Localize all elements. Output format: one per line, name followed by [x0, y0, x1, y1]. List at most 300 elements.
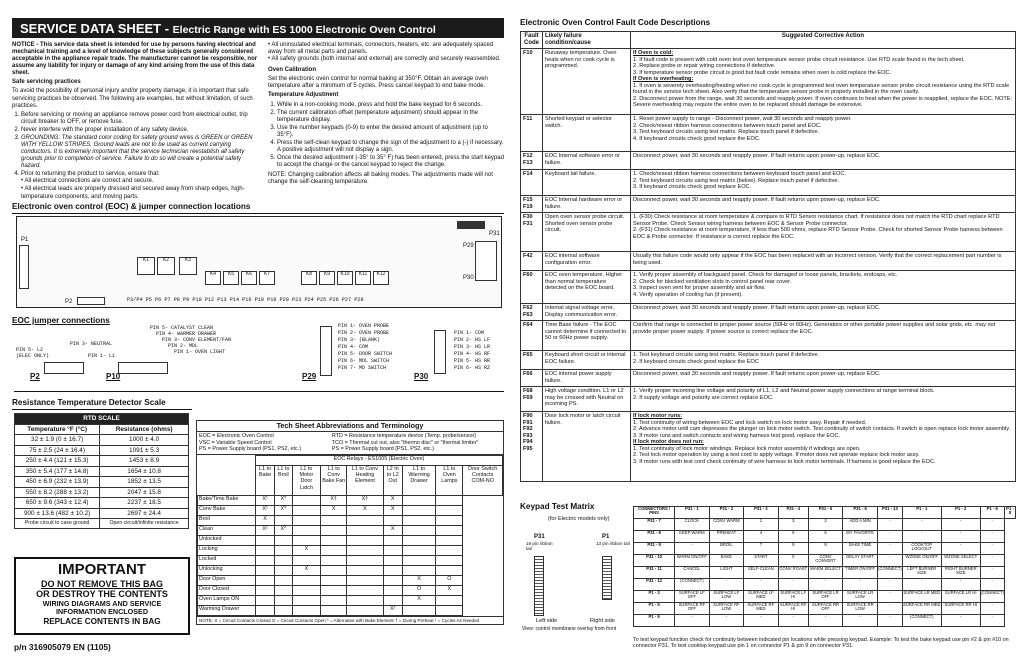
matrix-col-header: P31 - 4	[778, 507, 808, 519]
relay-state	[347, 545, 383, 555]
relay-state	[256, 565, 275, 575]
fault-action-line: Disconnect power, wait 30 seconds and reapply power. If fault returns upon power-up, replace EOC.	[633, 371, 881, 378]
table-row	[634, 591, 1016, 603]
relay-state	[321, 545, 347, 555]
fault-action-line: 1. (F30) Check resistance at room temperature & compare to RTD Sensor resistance chart. If resistance does not match the RTD chart replace RTD Sensor Probe. Check Sensor wiring harness between EOC & Sensor Probe connector.	[633, 214, 1000, 227]
fault-code: F65	[521, 351, 543, 370]
matrix-cell: 2	[808, 519, 842, 531]
matrix-row-header: P31 - 11	[634, 567, 675, 579]
matrix-col-header: P31 - 6	[843, 507, 878, 519]
relay-state	[402, 535, 435, 545]
table-row	[15, 445, 189, 456]
matrix-cell: SURFACE LF MED	[744, 591, 778, 603]
matrix-cell: SURFACE RF MED	[744, 603, 778, 615]
matrix-cell: 9	[778, 543, 808, 555]
tech-sheet	[196, 420, 504, 625]
table-row	[15, 508, 189, 519]
fault-action-line: Disconnect power, wait 30 seconds and reapply power. If fault returns upon power-up, replace EOC.	[633, 153, 881, 160]
fault-action-line: 1. Verify proper assembly of backguard panel. Check for damaged or loose panels, brackets, endcaps, etc.	[633, 272, 898, 279]
fault-action	[631, 252, 1016, 271]
rtd-ohms: 1000 ± 4.0	[100, 435, 189, 446]
relay-label: K11	[358, 271, 368, 277]
keypad-heading: Keypad Test Matrix	[520, 502, 595, 511]
table-row	[15, 435, 189, 446]
adjustment-step: 3. Use the number keypads (0-9) to enter the desired amount of adjustment (up to 35°F).	[277, 125, 504, 139]
p31-tail-label: P31	[534, 534, 545, 540]
matrix-cell: SURFACE LF LOW	[709, 591, 744, 603]
table-row	[521, 321, 1016, 351]
relay-state	[292, 505, 320, 515]
p29-pin: PIN 1- OVEN PROBE	[338, 323, 390, 329]
relay-col: Door Switch Contacts COM-NO	[463, 465, 503, 495]
table-row	[198, 535, 503, 545]
fault-action	[631, 115, 1016, 152]
relay-state: X	[383, 495, 402, 505]
matrix-cell: -	[878, 591, 903, 603]
matrix-cell: (CONNECT)	[980, 591, 1005, 603]
matrix-row-header: P31 - 9	[634, 543, 675, 555]
fault-col-action: Suggested Corrective Action	[631, 32, 1016, 49]
relay-state: O	[436, 575, 463, 585]
relay-state	[383, 595, 402, 605]
relay-state	[347, 595, 383, 605]
relay-state	[436, 505, 463, 515]
table-row	[198, 515, 503, 525]
relay-state	[436, 525, 463, 535]
rtd-col-temp: Temperature °F (°C)	[15, 424, 100, 435]
p30-jumper-label: P30	[414, 372, 429, 381]
relay-state: X†	[347, 495, 383, 505]
fault-action-line: If Oven is cold:	[633, 50, 674, 57]
fault-cause: EOC internal power supply failure.	[543, 370, 631, 387]
table-row	[15, 477, 189, 488]
relay-state: X	[436, 585, 463, 595]
fault-action	[631, 170, 1016, 196]
relay-state	[292, 535, 320, 545]
fault-code: F30 F31	[521, 213, 543, 252]
fault-action-line: 1. If oven is severely overheating/heating when no cook cycle is programmed test oven temperature sensor probe circuit resistance using the RTD scale found in the service tech sheet. Also verify that the temperature sensor probe in properly installed in the oven cavity.	[633, 82, 1010, 96]
rtd-ohms: 1453 ± 8.9	[100, 456, 189, 467]
abbr-item: VSC = Variable Speed Control	[199, 439, 272, 446]
matrix-cell: -	[980, 519, 1005, 531]
header-subtitle: Electric Range with ES 1000 Electronic Oven Control	[172, 24, 436, 36]
matrix-row-header: P1 - 3	[634, 591, 675, 603]
matrix-cell: 7	[744, 543, 778, 555]
p2-pin: PIN 1- L1	[88, 353, 116, 359]
relay-k8	[301, 271, 317, 285]
important-box	[14, 557, 190, 635]
mode-label: Broil	[198, 515, 256, 525]
safe-intro: To avoid the possibility of personal injury and/or property damage, it is important that safe servicing practices be observed. The following are examples, but without limitation, of such practices.	[12, 88, 253, 109]
matrix-cell: -	[878, 531, 903, 543]
relay-state: X	[402, 575, 435, 585]
fault-heading: Electronic Oven Control Fault Code Descriptions	[520, 18, 711, 27]
matrix-cell: -	[902, 531, 941, 543]
matrix-cell: -	[778, 579, 808, 591]
matrix-cell: BROIL	[709, 543, 744, 555]
table-row	[634, 531, 1016, 543]
fault-cause: High voltage condition. L1 or L2 may be crossed with Neutral on incoming PS.	[543, 387, 631, 412]
relay-state: X¹	[256, 505, 275, 515]
matrix-col-header: P1 - 1	[902, 507, 941, 519]
fault-cause: Keyboard short circuit or internal EOC failure.	[543, 351, 631, 370]
fault-action-line: Disconnect power, wait 30 seconds and reapply power. If fault returns upon power-up, replace EOC.	[633, 305, 881, 312]
relay-state: X*	[275, 505, 293, 515]
relay-state: X	[292, 545, 320, 555]
matrix-cell: CLOCK	[675, 519, 709, 531]
matrix-cell: -	[878, 603, 903, 615]
fault-action	[631, 271, 1016, 304]
relay-state	[256, 585, 275, 595]
relay-label: K3	[184, 257, 192, 263]
matrix-cell: RIGHT BURNER SIZE	[941, 567, 980, 579]
relay-k3	[179, 257, 197, 275]
matrix-cell: SURFACE RF LOW	[709, 603, 744, 615]
adjustment-step: 2. The current calibration offset (temperature adjustment) should appear in the temperature display.	[277, 110, 504, 124]
right-side-label: Right side	[590, 618, 615, 624]
adjustment-step: 4. Press the self-clean keypad to change the sign of the adjustment to a (-) if necessary. A positive adjustment will not display a sign.	[277, 140, 504, 154]
safe-item	[21, 171, 262, 200]
fault-action-line: 3. Test keyboard circuits using test matrix. Replace touch panel if defective.	[633, 129, 820, 136]
matrix-cell: -	[808, 579, 842, 591]
matrix-cell: DELAY START	[843, 555, 878, 567]
p10-pin: PIN 5- CATALYST CLEAN	[150, 325, 214, 331]
p29-label: P29	[463, 243, 474, 249]
table-row	[198, 555, 503, 565]
matrix-cell: PREHEAT	[709, 531, 744, 543]
relay-k10	[337, 271, 353, 285]
matrix-row-header: P31 - 10	[634, 555, 675, 567]
relay-state: X*	[275, 495, 293, 505]
relay-state	[256, 605, 275, 615]
matrix-col-header: P31 - 2	[709, 507, 744, 519]
matrix-cell: -	[878, 615, 903, 627]
relay-col: L1 to Broil	[275, 465, 293, 495]
matrix-cell: SURFACE RF HI	[778, 603, 808, 615]
matrix-cell: LIGHT	[709, 567, 744, 579]
p2-pin: PIN 3- NEUTRAL	[70, 341, 113, 347]
matrix-cell: 3	[778, 519, 808, 531]
important-line: INFORMATION ENCLOSED	[55, 607, 149, 617]
p10-pin: PIN 3- CONV ELEMENT/FAN	[162, 337, 232, 343]
matrix-cell: -	[980, 531, 1005, 543]
rtd-temp: 450 ± 6.9 (232 ± 13.9)	[15, 477, 100, 488]
relay-label: K9	[323, 271, 331, 277]
fault-action-line: 2. Test lock motor operation by using a test cord to apply voltage. If motor does not operate replace lock motor assy.	[633, 452, 920, 459]
matrix-cell: (CONNECT)	[675, 579, 709, 591]
rtd-ohms: 1852 ± 13.5	[100, 477, 189, 488]
table-row	[521, 49, 1016, 115]
matrix-cell: SURFACE LR MED	[902, 591, 941, 603]
important-line: WIRING DIAGRAMS AND SERVICE	[42, 598, 162, 608]
p10-pin: PIN 4- WARMER DRAWER	[156, 331, 217, 337]
fault-action-line: 2. Disconnect power from the range, wait 30 seconds and reapply power. If oven continues to heat when the power is reapplied, replace the EOC. NOTE: Severe overheating may require the entire oven to be replaced should damage be extensive.	[633, 95, 1013, 109]
adjustment-step: 1. While in a non-cooking mode, press and hold the bake keypad for 6 seconds.	[277, 102, 504, 109]
p31-tail-sub: 19 pin ribbon tail	[526, 541, 553, 552]
relay-k5	[223, 271, 239, 285]
relay-state	[383, 575, 402, 585]
matrix-cell: 1	[744, 519, 778, 531]
relay-state	[321, 605, 347, 615]
rtd-ohms: 1091 ± 5.3	[100, 445, 189, 456]
table-row	[521, 196, 1016, 213]
relay-label: K10	[340, 271, 350, 277]
rtd-temp: 550 ± 8.2 (288 ± 13.2)	[15, 487, 100, 498]
relay-state	[383, 535, 402, 545]
relay-state	[275, 545, 293, 555]
table-row	[198, 525, 503, 535]
relay-state	[347, 585, 383, 595]
matrix-row-header: P31 - 8	[634, 531, 675, 543]
fault-action-line: 3. If motor runs and switch contacts and wiring harness test good, replace the EOC.	[633, 432, 841, 439]
matrix-cell: LEFT BURNER SIZE	[902, 567, 941, 579]
matrix-cell: SURFACE RR LOW	[843, 603, 878, 615]
fault-action-line: 3. If motor runs with test cord check continuity of wire harness to lock motor terminals. If harness is good replace the EOC.	[633, 458, 936, 465]
p10-pin: PIN 2- MDL	[168, 343, 199, 349]
relay-state	[383, 585, 402, 595]
rtd-temp: 250 ± 4.4 (121 ± 15.3)	[15, 456, 100, 467]
relay-state: X¹	[256, 495, 275, 505]
fault-action-line: If lock motor does not run:	[633, 439, 704, 446]
matrix-cell: SURFACE LR HI	[941, 591, 980, 603]
matrix-cell: CONV ROAST	[778, 567, 808, 579]
relay-state	[402, 565, 435, 575]
safe-bullet: • All uninsulated electrical terminals, connectors, heaters, etc. are adequately spaced away from all metal parts and panels.	[268, 42, 504, 56]
relay-state	[402, 525, 435, 535]
p29-pin: PIN 4- COM	[338, 344, 369, 350]
relay-state	[402, 605, 435, 615]
matrix-cell: ADD A MIN	[843, 519, 878, 531]
tech-note: NOTE: X = Circuit Contacts Closed O = Circuit Contacts Open * = Alternates with Bake Element † = During Preheat ¹ = Cycles As Needed	[197, 616, 503, 624]
eoc-section-heading: Electronic oven control (EOC) & jumper connection locations	[12, 202, 504, 214]
relay-col: L1 to Conv Heating Element	[347, 465, 383, 495]
p10-pin: PIN 1- OVEN LIGHT	[174, 349, 226, 355]
table-row	[521, 252, 1016, 271]
fault-cause: Internal signal voltage error. Display communication error.	[543, 304, 631, 321]
table-row	[521, 115, 1016, 152]
matrix-cell: -	[808, 615, 842, 627]
matrix-cell: 0	[778, 555, 808, 567]
relay-label: K8	[305, 271, 313, 277]
relay-label: K5	[227, 271, 235, 277]
table-row	[198, 505, 503, 515]
relay-state	[347, 555, 383, 565]
rtd-footnote: Open circuit/infinite resistance	[100, 519, 189, 528]
fault-code: F62 F63	[521, 304, 543, 321]
table-row	[198, 605, 503, 615]
keypad-instructions: To test keypad function check for continuity between indicated pin locations while pressing keypad. Example: To test the bake keypad use pin #2 & pin #10 on connector P31. To test cooktop keypad use pin 1 on connector P1 & pin 9 on connector P31.	[633, 637, 1009, 650]
matrix-cell: CANCEL	[675, 567, 709, 579]
p2-connector	[77, 297, 105, 305]
rtd-temp: 350 ± 5.4 (177 ± 14.8)	[15, 466, 100, 477]
relay-k11	[355, 271, 371, 285]
p1-ribbon	[602, 556, 612, 600]
fault-action-line: 1. Check/reseat ribbon harness connections between keyboard touch panel and EOC.	[633, 171, 847, 178]
p30-pin: PIN 3- HS LR	[454, 344, 491, 350]
table-row	[198, 585, 503, 595]
relay-k6	[241, 271, 257, 285]
p29-jumper-connector	[320, 326, 332, 376]
relay-label: K6	[245, 271, 253, 277]
matrix-col-header: P1 - 8	[1005, 507, 1016, 519]
matrix-cell: 4	[744, 531, 778, 543]
relay-state	[402, 515, 435, 525]
fault-action-line: 3. Inspect oven vent for proper assembly and air flow.	[633, 285, 766, 292]
table-row	[521, 304, 1016, 321]
p10-jumper-connector	[118, 362, 168, 374]
p2-jumper-connector	[44, 362, 84, 374]
matrix-cell: 8	[808, 543, 842, 555]
safe-item: 1. Before servicing or moving an appliance remove power cord from electrical outlet, trip circuit breaker to OFF, or remove fuse.	[21, 112, 262, 126]
rtd-ohms: 2237 ± 18.5	[100, 498, 189, 509]
fault-action-line: 2. Check/reseat ribbon harness connections between touch panel and EOC.	[633, 122, 822, 129]
calibration-text: Set the electronic oven control for normal baking at 350°F. Obtain an average oven temperature after a minimum of 5 cycles. Press cancel keypad to end bake mode.	[268, 76, 488, 90]
rtd-ohms: 2047 ± 15.8	[100, 487, 189, 498]
matrix-cell: KEEP WARM	[675, 531, 709, 543]
adjustment-steps	[277, 102, 504, 170]
table-row	[521, 271, 1016, 304]
relay-state: X	[321, 505, 347, 515]
matrix-col-header: P31 - 5	[808, 507, 842, 519]
fault-action-line: 4. If keyboard circuits check good replace the EOC.	[633, 135, 761, 142]
relay-state	[347, 525, 383, 535]
matrix-col-header: P31 - 1	[675, 507, 709, 519]
matrix-cell: (CONNECT)	[902, 615, 941, 627]
p29-pin: PIN 5- DOOR SWITCH	[338, 351, 393, 357]
relay-state	[347, 565, 383, 575]
fault-action-line: 3. If keyboard circuits check good replace EOC.	[633, 184, 752, 191]
table-row	[521, 370, 1016, 387]
p29-pin: PIN 6- MDL SWITCH	[338, 358, 390, 364]
relay-state	[275, 605, 293, 615]
relay-state	[321, 555, 347, 565]
matrix-cell: -	[980, 603, 1005, 615]
mode-label: Door Closed	[198, 585, 256, 595]
relay-state	[321, 535, 347, 545]
relay-k2	[157, 257, 175, 275]
p31-label: P31	[489, 231, 500, 237]
mode-label: Locking	[198, 545, 256, 555]
fault-action-line: 4. Verify operation of cooling fan (if present).	[633, 291, 743, 298]
abbr-item: PS = Power Supply board (PS1, PS2, etc.)	[199, 446, 302, 453]
fault-code: F10	[521, 49, 543, 115]
safe-item-text: Prior to returning the product to service, ensure that:	[21, 171, 160, 178]
rtd-temp: 650 ± 9.6 (343 ± 12.4)	[15, 498, 100, 509]
matrix-cell: -	[843, 615, 878, 627]
matrix-cell: TIMER ON/OFF	[843, 567, 878, 579]
mode-label: Unlocked	[198, 535, 256, 545]
fault-action-line: 2. If supply voltage and polarity are correct replace EOC.	[633, 394, 774, 401]
relay-state	[321, 575, 347, 585]
relay-label: K7	[263, 271, 271, 277]
mode-label: Conv Bake	[198, 505, 256, 515]
relay-state	[436, 515, 463, 525]
p2-jumper-label: P2	[30, 372, 40, 381]
rtd-ohms: 1654 ± 10.8	[100, 466, 189, 477]
table-row	[198, 565, 503, 575]
fault-cause: EOC oven temperature. Higher than normal temperature detected on the EOC board.	[543, 271, 631, 304]
rtd-heading: Resistance Temperature Detector Scale	[12, 398, 192, 410]
fault-code: F15 F19	[521, 196, 543, 213]
important-title: IMPORTANT	[57, 561, 147, 578]
fault-cause: EOC internal software configuration error.	[543, 252, 631, 271]
rtd-temp: 32 ± 1.9 (0 ± 16.7)	[15, 435, 100, 446]
fault-action-line: 1. Verify proper incoming line voltage and polarity of L1, L2 and Neutral power supply connections at range terminal block.	[633, 388, 935, 395]
matrix-cell: 5	[808, 531, 842, 543]
fault-action	[631, 49, 1016, 115]
matrix-col-header: P1 - 6	[980, 507, 1005, 519]
fault-action	[631, 370, 1016, 387]
fault-code: F11	[521, 115, 543, 152]
relay-state: X	[347, 505, 383, 515]
fault-cause: Keyboard tail failure.	[543, 170, 631, 196]
relay-state	[292, 555, 320, 565]
matrix-cell: BAKE	[709, 555, 744, 567]
part-number: p/n 316905079 EN (1105)	[14, 642, 111, 652]
safe-heading: Safe servicing practices	[12, 79, 81, 86]
fault-action-line: 1. If fault code is present with cold oven test oven temperature sensor probe circuit resistance. Use RTD scale found in the tech sheet.	[633, 56, 965, 63]
fault-code: F90 F91 F92 F93 F94 F95	[521, 412, 543, 482]
p1-connector	[19, 245, 29, 289]
relay-state	[321, 585, 347, 595]
p31-ribbon	[534, 556, 544, 616]
matrix-cell: -	[941, 543, 980, 555]
table-row	[634, 567, 1016, 579]
table-row	[521, 170, 1016, 196]
relay-state: X	[402, 595, 435, 605]
fault-table	[520, 31, 1016, 482]
fault-code: F64	[521, 321, 543, 351]
relay-state	[383, 545, 402, 555]
fault-action-line: 2. (F31) Check resistance at room temperature, if less than 500 ohms, replace RTD Sensor Probe. Check for shorted Sensor Probe harness between EOC & Probe connector. If resistance is correct replace the EOC.	[633, 227, 1003, 240]
relay-state	[347, 605, 383, 615]
relay-k7	[259, 271, 275, 285]
matrix-cell: MY FAVORITE	[843, 531, 878, 543]
page-header	[12, 18, 504, 38]
relay-state: X²	[383, 605, 402, 615]
p2-pin: PIN 5- L2	[16, 347, 44, 353]
matrix-cell: BAKE TIME	[843, 543, 878, 555]
matrix-cell: -	[902, 579, 941, 591]
relay-state	[275, 575, 293, 585]
relay-state	[256, 545, 275, 555]
table-row	[521, 387, 1016, 412]
calibration-heading: Oven Calibration	[268, 67, 317, 74]
relay-state	[275, 595, 293, 605]
jumper-heading: EOC jumper connections	[12, 316, 110, 325]
fault-cause: Door lock motor or latch circuit failure.	[543, 412, 631, 482]
matrix-cell: SELF-CLEAN	[744, 567, 778, 579]
matrix-cell: -	[878, 543, 903, 555]
fault-action	[631, 152, 1016, 170]
table-row	[521, 351, 1016, 370]
calibration-note: NOTE: Changing calibration affects all baking modes. The adjustments made will not change the self-cleaning temperature.	[268, 172, 493, 186]
matrix-cell: SURFACE RF OFF	[675, 603, 709, 615]
notice-text: NOTICE - This service data sheet is intended for use by persons having electrical and mechanical training and a level of knowledge of these subjects generally considered acceptable in the appliance repair trade. The manufacturer cannot be responsible, nor assume any liability for injury or damage of any kind arising from the use of this data sheet.	[12, 42, 258, 77]
relay-state	[321, 595, 347, 605]
p29-pin: PIN 7- MD SWITCH	[338, 365, 387, 371]
relay-state	[292, 515, 320, 525]
fault-code: F68 F69	[521, 387, 543, 412]
matrix-cell: SURFACE LF OFF	[675, 591, 709, 603]
relay-table	[197, 455, 503, 616]
p1-tail-label: P1	[602, 534, 610, 540]
table-row	[15, 456, 189, 467]
important-line: DO NOT REMOVE THIS BAG	[40, 578, 163, 589]
safe-item: 2. Never interfere with the proper installation of any safety device.	[21, 127, 262, 134]
matrix-row-header: P31 - 12	[634, 579, 675, 591]
adjustment-step: 5. Once the desired adjustment (-35° to 35° F) has been entered, press the start keypad to accept the change or the cancel keypad to reject the change.	[277, 155, 504, 169]
